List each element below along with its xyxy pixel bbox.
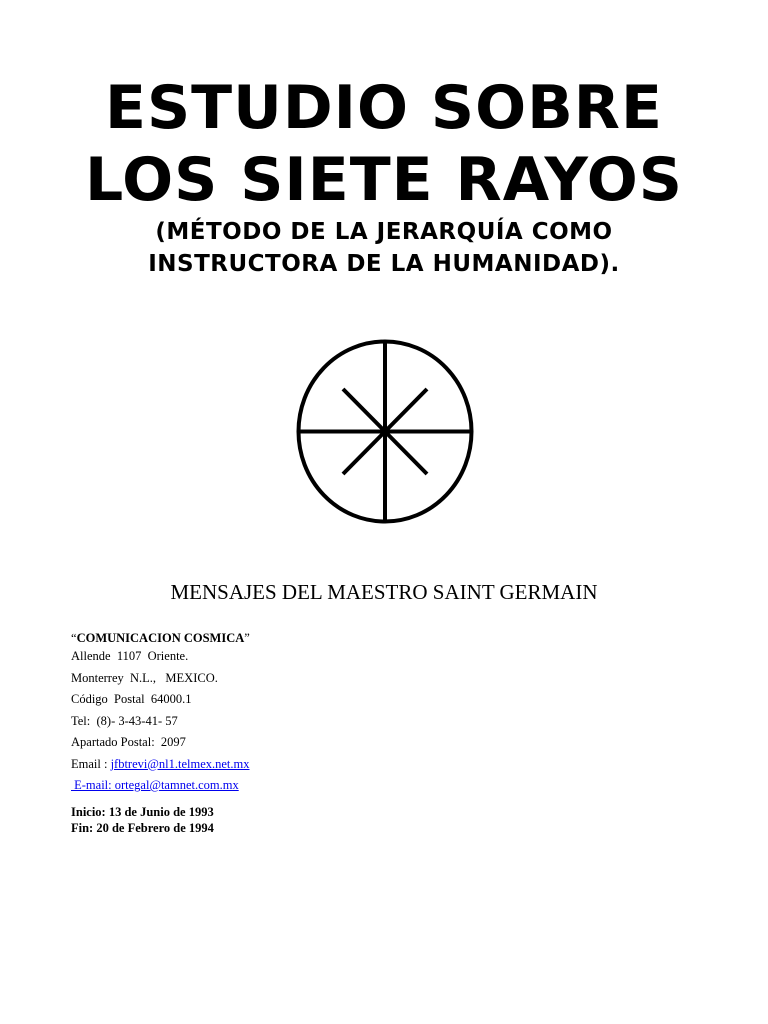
- email-link-2[interactable]: E-mail: ortegal@tamnet.com.mx: [71, 778, 239, 792]
- organization-name: [71, 630, 250, 646]
- document-subtitle: [0, 216, 768, 280]
- email-label: Email :: [71, 756, 111, 771]
- title-line-1: ESTUDIO SOBRE: [104, 73, 663, 143]
- subtitle-line-1: (MÉTODO DE LA JERARQUÍA COMO: [155, 219, 613, 245]
- subtitle-line-2: INSTRUCTORA DE LA HUMANIDAD).: [148, 251, 620, 277]
- messages-heading: MENSAJES DEL MAESTRO SAINT GERMAIN: [170, 580, 598, 604]
- phone-number: Tel: (8)- 3-43-41- 57: [71, 713, 178, 728]
- open-quote: “: [71, 631, 77, 645]
- document-title: [0, 72, 768, 216]
- organization-label: COMUNICACION COSMICA: [76, 631, 245, 645]
- start-date: Inicio: 13 de Junio de 1993: [71, 805, 214, 819]
- dates-block: [71, 804, 214, 836]
- contact-block: [71, 630, 250, 797]
- circled-eight-spoke-wheel-icon: [296, 339, 474, 524]
- end-date: Fin: 20 de Febrero de 1994: [71, 821, 214, 835]
- address-line-2: Monterrey N.L., MEXICO.: [71, 670, 218, 685]
- postal-code: Código Postal 64000.1: [71, 692, 192, 706]
- email-row: [71, 754, 250, 776]
- title-line-2: LOS SIETE RAYOS: [85, 145, 683, 215]
- close-quote: ”: [244, 631, 250, 645]
- email-row-2: [71, 775, 250, 797]
- email-link-1[interactable]: jfbtrevi@nl1.telmex.net.mx: [110, 756, 250, 771]
- po-box: Apartado Postal: 2097: [71, 735, 186, 749]
- address-line-1: Allende 1107 Oriente.: [71, 649, 189, 663]
